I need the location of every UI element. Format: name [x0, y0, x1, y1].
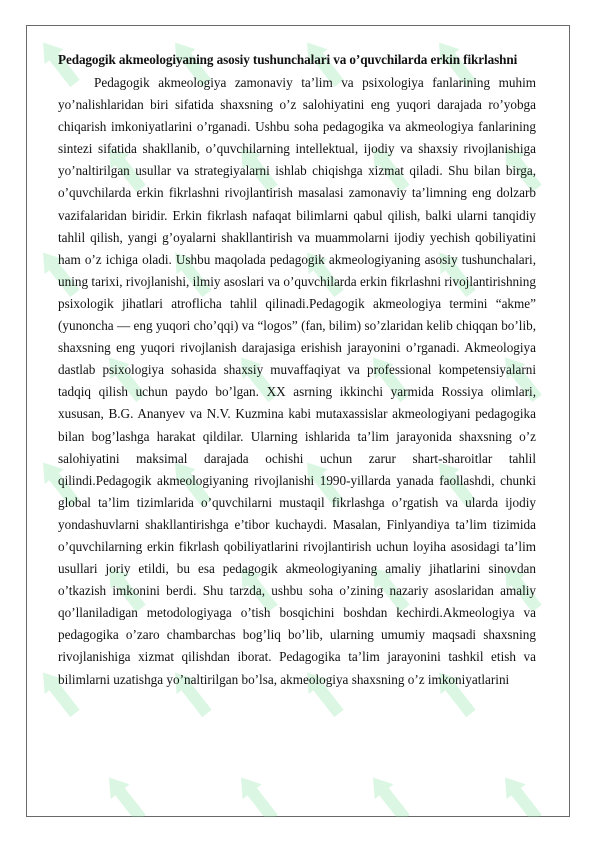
document-body: Pedagogik akmeologiya zamonaviy ta’lim va psixologiya fanlarining muhim yo’nalishlaridan biri sifatida shaxsning o’z salohiyatini eng yuqori darajada ro’yobga chiqarish imkoniyatlarini o’rganadi. Ushbu soha pedagogika va akmeologiya fanlarining sintezi sifatida shakllanib, o’quvchilarning intellektual, ijodiy va shaxsiy rivojlanishiga yo’naltirilgan usullar va strategiyalarni ishlab chiqishga xizmat qiladi. Shu bilan birga, o’quvchilarda erkin fikrlashni rivojlantirish masalasi zamonaviy ta’limning eng dolzarb vazifalaridan biridir. Erkin fikrlash nafaqat bilimlarni qabul qilish, balki ularni tanqidiy tahlil qilish, yangi g’oyalarni shakllantirish va muammolarni ijodiy yechish qobiliyatini ham o’z ichiga oladi. Ushbu maqolada pedagogik akmeologiyaning asosiy tushunchalari, uning tarixi, rivojlanishi, ilmiy asoslari va o’quvchilarda erkin fikrlashni rivojlantirishning psixologik jihatlari atroflicha tahlil qilinadi.Pedagogik akmeologiya termini “akme” (yunoncha — eng yuqori cho’qqi) va “logos” (fan, bilim) so’zlaridan kelib chiqqan bo’lib, shaxsning eng yuqori rivojlanish darajasiga erishish jarayonini o’rganadi. Akmeologiya dastlab psixologiya sohasida shaxsiy muvaffaqiyat va professional kompetensiyalarni tadqiq qilish uchun paydo bo’lgan. XX asrning ikkinchi yarmida Rossiya olimlari, xususan, B.G. Ananyev va N.V. Kuzmina kabi mutaxassislar akmeologiyani pedagogika bilan bog’lashga harakat qildilar. Ularning ishlarida ta’lim jarayonida shaxsning o’z salohiyatini maksimal darajada ochishi uchun zarur shart-sharoitlar tahlil qilindi.Pedagogik akmeologiyaning rivojlanishi 1990-yillarda yanada faollashdi, chunki global ta’lim tizimlarida o’quvchilarni mustaqil fikrlashga o’rgatish va ularda ijodiy yondashuvlarni shakllantirishga e’tibor kuchaydi. Masalan, Finlyandiya ta’lim tizimida o’quvchilarning erkin fikrlash qobiliyatlarini rivojlantirish uchun loyiha asosidagi ta’lim usullari joriy etildi, bu esa pedagogik akmeologiyaning amaliy jihatlarini sinovdan o’tkazish imkonini berdi. Shu tarzda, ushbu soha o’zining nazariy asoslaridan amaliy qo’llaniladigan metodologiyaga o’tish bosqichini boshdan kechirdi.Akmeologiya va pedagogika o’zaro chambarchas bog’liq bo’lib, ularning umumiy maqsadi shaxsning rivojlanishiga xizmat qilishdan iborat. Pedagogika ta’lim jarayonini tashkil etish va bilimlarni uzatishga yo’naltirilgan bo’lsa, akmeologiya shaxsning o’z imkoniyatlarini — [58, 75, 536, 687]
document-content — [58, 50, 536, 691]
document-title: Pedagogik akmeologiyaning asosiy tushunchalari va o’quvchilarda erkin fikrlashni — [58, 52, 518, 67]
